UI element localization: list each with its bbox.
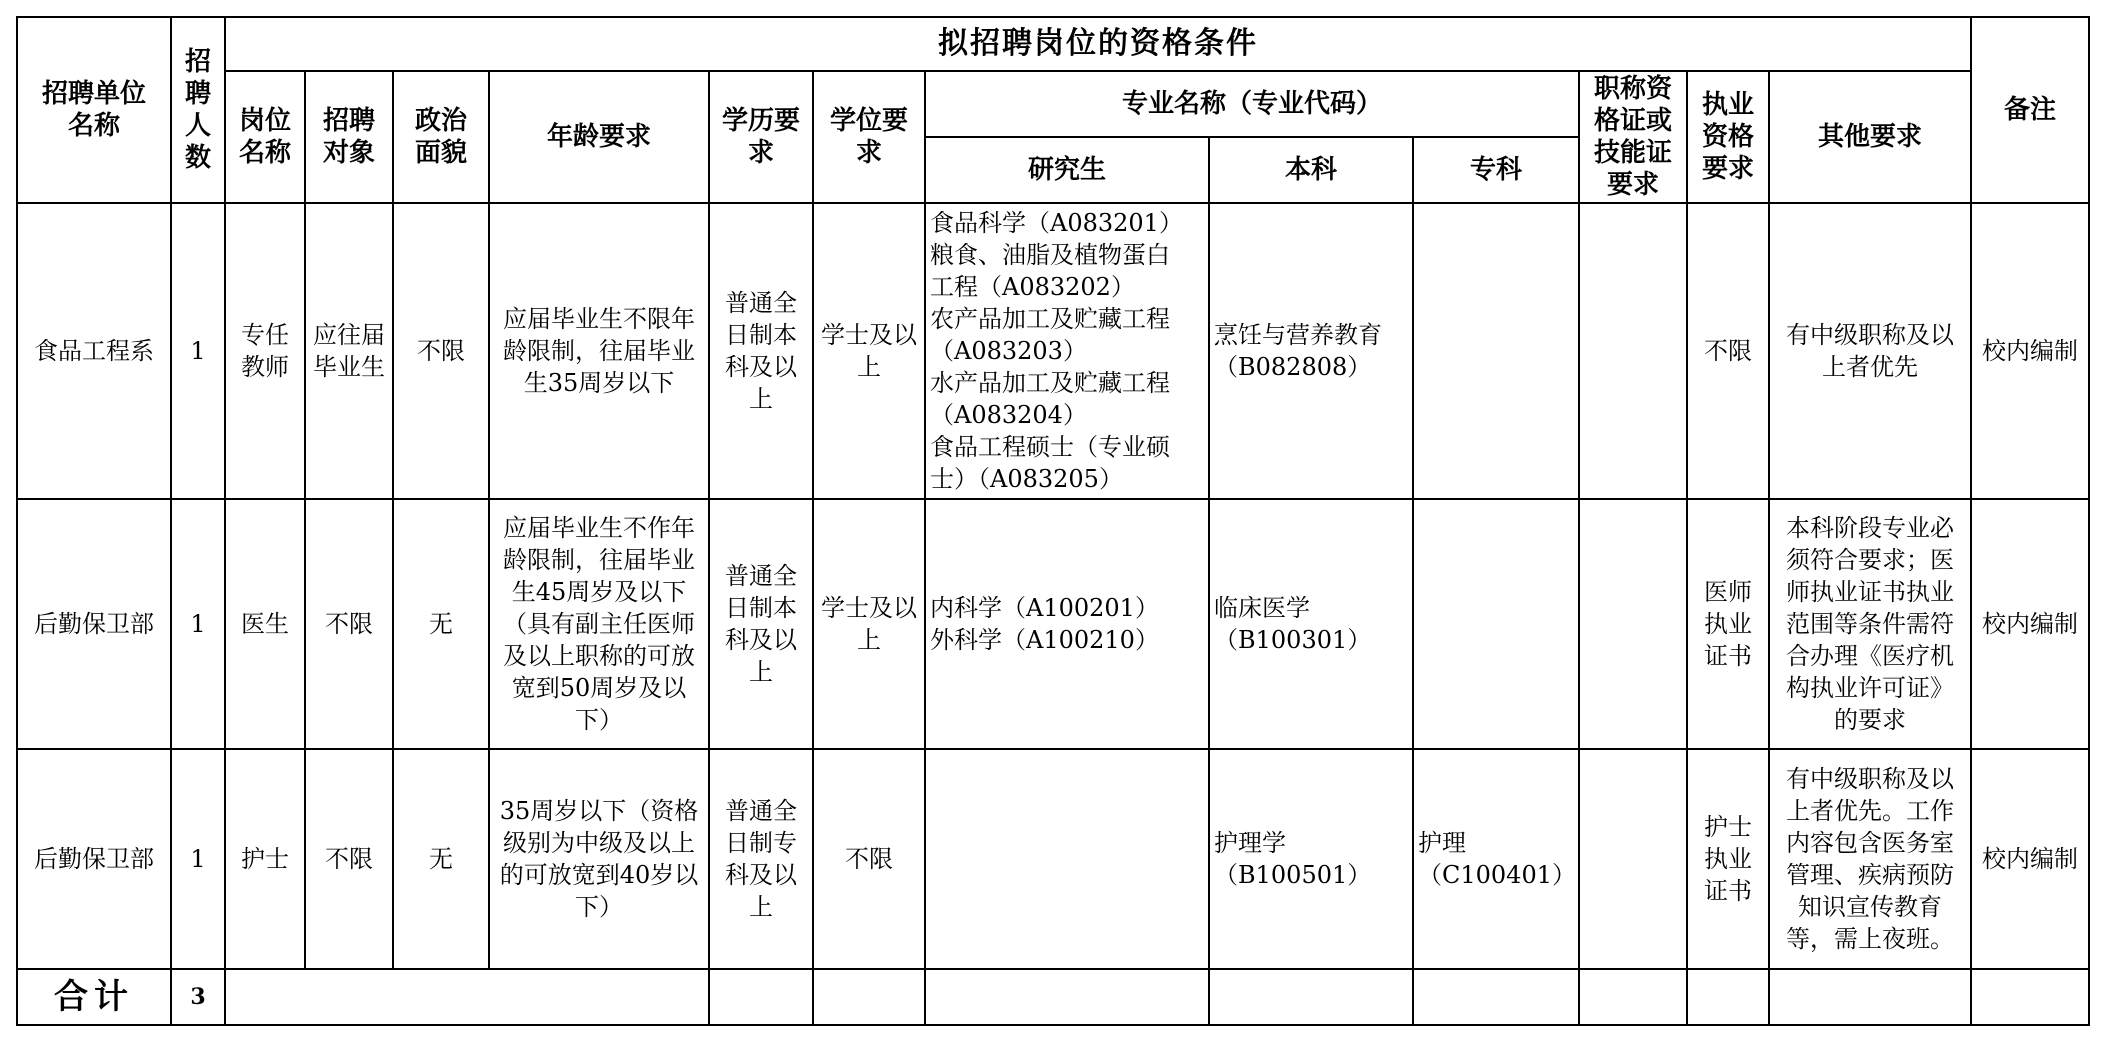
header-graduate: 研究生 <box>925 137 1209 203</box>
cell-undergrad: 烹饪与营养教育 （B082808） <box>1209 203 1413 499</box>
cell-count: 1 <box>171 499 225 749</box>
cell-unit: 后勤保卫部 <box>17 499 171 749</box>
total-row <box>17 969 2089 1025</box>
empty-cell <box>1413 969 1579 1025</box>
cell-title-cert <box>1579 749 1687 969</box>
cell-remark: 校内编制 <box>1971 203 2089 499</box>
table-row <box>17 749 2089 969</box>
cell-graduate: 内科学（A100201） 外科学（A100210） <box>925 499 1209 749</box>
cell-undergrad: 临床医学 （B100301） <box>1209 499 1413 749</box>
cell-graduate <box>925 749 1209 969</box>
cell-unit: 食品工程系 <box>17 203 171 499</box>
empty-cell <box>1579 969 1687 1025</box>
empty-cell <box>1769 969 1971 1025</box>
cell-count: 1 <box>171 749 225 969</box>
cell-target: 不限 <box>305 499 393 749</box>
cell-political: 无 <box>393 749 489 969</box>
cell-age: 应届毕业生不限年 龄限制，往届毕业 生35周岁以下 <box>489 203 709 499</box>
header-license: 执业 资格 要求 <box>1687 71 1769 203</box>
cell-education: 普通全 日制本 科及以 上 <box>709 203 813 499</box>
cell-junior <box>1413 203 1579 499</box>
cell-license: 医师 执业 证书 <box>1687 499 1769 749</box>
header-education: 学历要 求 <box>709 71 813 203</box>
cell-political: 不限 <box>393 203 489 499</box>
header-age: 年龄要求 <box>489 71 709 203</box>
total-count: 3 <box>171 969 225 1025</box>
header-undergrad: 本科 <box>1209 137 1413 203</box>
table-row <box>17 203 2089 499</box>
cell-degree: 学士及以 上 <box>813 203 925 499</box>
cell-degree: 不限 <box>813 749 925 969</box>
cell-count: 1 <box>171 203 225 499</box>
cell-title-cert <box>1579 203 1687 499</box>
header-remark: 备注 <box>1971 17 2089 203</box>
cell-political: 无 <box>393 499 489 749</box>
cell-undergrad: 护理学 （B100501） <box>1209 749 1413 969</box>
empty-cell <box>813 969 925 1025</box>
cell-unit: 后勤保卫部 <box>17 749 171 969</box>
cell-post: 医生 <box>225 499 305 749</box>
cell-license: 不限 <box>1687 203 1769 499</box>
header-qualifications: 拟招聘岗位的资格条件 <box>225 17 1971 71</box>
cell-graduate: 食品科学（A083201） 粮食、油脂及植物蛋白 工程（A083202） 农产品加工及贮藏工程 （A083203） 水产品加工及贮藏工程 （A083204） 食品工程硕士（专业硕 士）（A083205） <box>925 203 1209 499</box>
cell-remark: 校内编制 <box>1971 749 2089 969</box>
cell-education: 普通全 日制专 科及以 上 <box>709 749 813 969</box>
cell-other: 本科阶段专业必 须符合要求；医 师执业证书执业 范围等条件需符 合办理《医疗机 构执业许可证》 的要求 <box>1769 499 1971 749</box>
cell-license: 护士 执业 证书 <box>1687 749 1769 969</box>
cell-age: 35周岁以下（资格 级别为中级及以上 的可放宽到40岁以 下） <box>489 749 709 969</box>
header-degree: 学位要 求 <box>813 71 925 203</box>
empty-cell <box>225 969 709 1025</box>
cell-title-cert <box>1579 499 1687 749</box>
header-post-name: 岗位 名称 <box>225 71 305 203</box>
empty-cell <box>1209 969 1413 1025</box>
empty-cell <box>1971 969 2089 1025</box>
cell-post: 专任 教师 <box>225 203 305 499</box>
cell-education: 普通全 日制本 科及以 上 <box>709 499 813 749</box>
header-target: 招聘 对象 <box>305 71 393 203</box>
header-unit-name: 招聘单位 名称 <box>17 17 171 203</box>
cell-target: 应往届 毕业生 <box>305 203 393 499</box>
cell-junior <box>1413 499 1579 749</box>
cell-degree: 学士及以 上 <box>813 499 925 749</box>
cell-post: 护士 <box>225 749 305 969</box>
empty-cell <box>925 969 1209 1025</box>
cell-remark: 校内编制 <box>1971 499 2089 749</box>
header-major: 专业名称（专业代码） <box>925 71 1579 137</box>
cell-other: 有中级职称及以 上者优先。工作 内容包含医务室 管理、疾病预防 知识宣传教育 等，需上夜班。 <box>1769 749 1971 969</box>
cell-age: 应届毕业生不作年 龄限制，往届毕业 生45周岁及以下 （具有副主任医师 及以上职称的可放 宽到50周岁及以 下） <box>489 499 709 749</box>
cell-junior: 护理 （C100401） <box>1413 749 1579 969</box>
header-political: 政治 面貌 <box>393 71 489 203</box>
recruitment-table <box>16 16 2090 1026</box>
cell-target: 不限 <box>305 749 393 969</box>
header-title-cert: 职称资 格证或 技能证 要求 <box>1579 71 1687 203</box>
header-other: 其他要求 <box>1769 71 1971 203</box>
header-junior: 专科 <box>1413 137 1579 203</box>
cell-other: 有中级职称及以 上者优先 <box>1769 203 1971 499</box>
table-row <box>17 499 2089 749</box>
empty-cell <box>709 969 813 1025</box>
total-label: 合计 <box>17 969 171 1025</box>
empty-cell <box>1687 969 1769 1025</box>
header-count: 招 聘 人 数 <box>171 17 225 203</box>
